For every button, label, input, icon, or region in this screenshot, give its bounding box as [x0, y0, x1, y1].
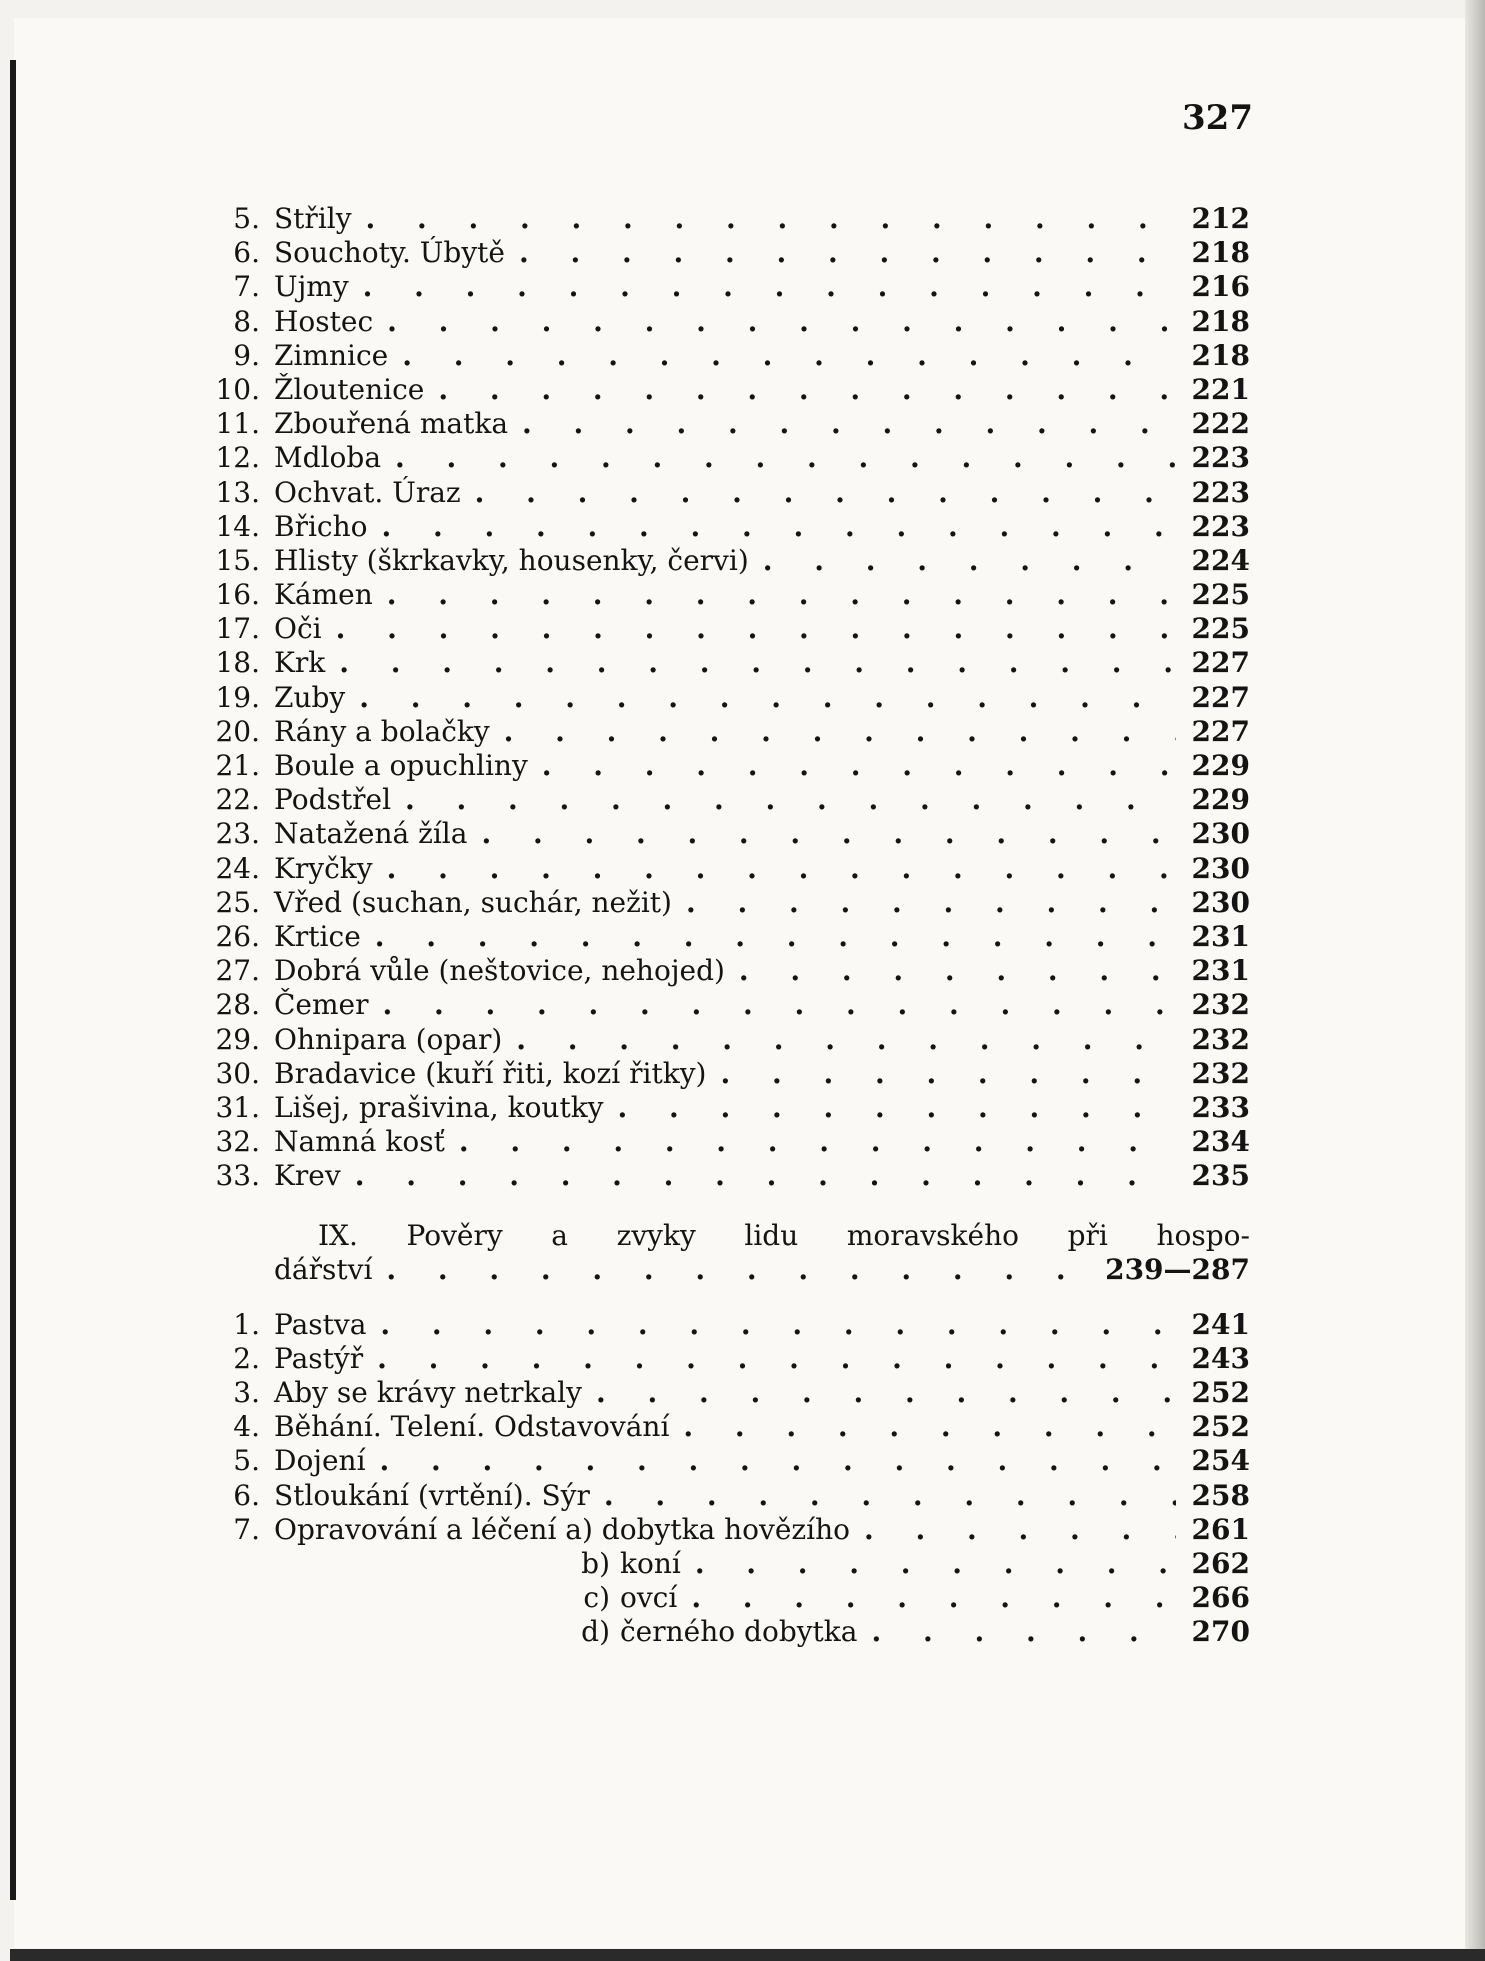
entry-number: 5.	[233, 202, 260, 235]
toc-entry	[200, 270, 1250, 304]
toc-entry	[200, 1410, 1250, 1444]
toc-entry	[200, 578, 1250, 612]
entry-title: Čemer	[274, 988, 369, 1022]
entry-page: 229	[1191, 783, 1250, 817]
toc-entry	[200, 920, 1250, 954]
dot-leader	[596, 1376, 1176, 1410]
entry-number: 28.	[215, 988, 260, 1022]
entry-page: 241	[1191, 1307, 1250, 1341]
entry-title: Zbouřená matka	[274, 407, 509, 441]
entry-title: Rány a bolačky	[274, 714, 490, 748]
entry-title: Stloukání (vrtění). Sýr	[274, 1478, 590, 1512]
page-edge-left	[10, 60, 16, 1900]
toc-entry	[200, 1513, 1250, 1547]
entry-title: Natažená žíla	[274, 817, 468, 851]
toc-entry	[200, 339, 1250, 373]
entry-title: Ohnipara (opar)	[274, 1022, 503, 1056]
toc-entry	[200, 305, 1250, 339]
entry-title: Hlisty (škrkavky, housenky, červi)	[274, 543, 749, 577]
toc-entry	[200, 681, 1250, 715]
entry-number: 9.	[233, 338, 260, 372]
entry-number: 24.	[215, 851, 260, 885]
entry-title: Lišej, prašivina, koutky	[274, 1090, 604, 1124]
dot-leader	[604, 1479, 1176, 1513]
dot-leader	[377, 1342, 1176, 1376]
dot-leader	[359, 681, 1176, 715]
entry-number: 6.	[233, 236, 260, 270]
entry-page: 252	[1191, 1410, 1250, 1444]
toc-entry	[200, 783, 1250, 817]
dot-leader	[542, 749, 1176, 783]
page-number: 327	[1182, 98, 1253, 138]
entry-page: 261	[1191, 1512, 1250, 1546]
dot-leader	[763, 544, 1176, 578]
subentry-letter: d)	[581, 1615, 610, 1649]
entry-title: Souchoty. Úbytě	[274, 236, 505, 270]
entry-title: Dojení	[274, 1444, 366, 1478]
entry-page: 227	[1191, 714, 1250, 748]
dot-leader	[363, 270, 1176, 304]
entry-title: Břicho	[274, 509, 368, 543]
toc-list-chapter-viii	[200, 202, 1250, 1193]
entry-page: 231	[1191, 954, 1250, 988]
entry-page: 258	[1191, 1478, 1250, 1512]
entry-number: 19.	[215, 680, 260, 714]
entry-page: 218	[1191, 338, 1250, 372]
entry-number: 30.	[215, 1056, 260, 1090]
dot-leader	[336, 612, 1176, 646]
section-word: zvyky	[616, 1219, 696, 1253]
subentry-title: ovcí	[620, 1581, 678, 1615]
entry-page: 232	[1191, 1022, 1250, 1056]
entry-number: 8.	[233, 304, 260, 338]
entry-number: 27.	[215, 954, 260, 988]
toc-entry	[200, 988, 1250, 1022]
dot-leader	[405, 783, 1176, 817]
entry-page: 254	[1191, 1444, 1250, 1478]
dot-leader	[683, 1410, 1176, 1444]
toc-entry	[200, 476, 1250, 510]
section-word: při	[1067, 1219, 1108, 1253]
section-word: moravského	[846, 1219, 1019, 1253]
dot-leader	[691, 1581, 1176, 1615]
entry-page: 224	[1191, 543, 1250, 577]
entry-page: 230	[1191, 817, 1250, 851]
dot-leader	[387, 305, 1176, 339]
dot-leader	[402, 339, 1176, 373]
section-word: lidu	[744, 1219, 799, 1253]
entry-page: 229	[1191, 749, 1250, 782]
entry-page: 232	[1191, 988, 1250, 1022]
dot-leader	[380, 1308, 1176, 1342]
toc-entry	[200, 817, 1250, 851]
entry-page: 222	[1191, 407, 1250, 441]
entry-title: Střily	[274, 202, 352, 235]
toc-subentry	[200, 1547, 1250, 1581]
entry-number: 26.	[215, 919, 260, 953]
entry-title: Krk	[274, 646, 326, 680]
entry-number: 10.	[215, 372, 260, 406]
dot-leader	[339, 646, 1176, 680]
entry-title: Vřed (suchan, suchár, nežit)	[274, 885, 672, 919]
table-of-contents	[200, 202, 1250, 1650]
toc-subentry	[200, 1581, 1250, 1615]
dot-leader	[695, 1547, 1176, 1581]
entry-number: 31.	[215, 1090, 260, 1124]
entry-page: 223	[1191, 475, 1250, 509]
entry-number: 6.	[233, 1478, 260, 1512]
dot-leader	[438, 373, 1176, 407]
dot-leader	[382, 510, 1177, 544]
dot-leader	[380, 1444, 1176, 1478]
entry-page: 225	[1191, 578, 1250, 612]
dot-leader	[387, 578, 1176, 612]
dot-leader	[871, 1615, 1176, 1649]
entry-number: 16.	[215, 578, 260, 612]
toc-entry	[200, 886, 1250, 920]
dot-leader	[387, 852, 1176, 886]
subentry-letter: c)	[583, 1581, 610, 1615]
section-title-end: dářství	[274, 1253, 373, 1287]
entry-number: 4.	[233, 1410, 260, 1444]
entry-page: 243	[1191, 1341, 1250, 1375]
entry-page: 232	[1191, 1056, 1250, 1090]
toc-entry	[200, 1159, 1250, 1193]
entry-page: 235	[1191, 1159, 1250, 1193]
dot-leader	[864, 1513, 1176, 1547]
section-roman: IX.	[318, 1219, 358, 1253]
toc-entry	[200, 202, 1250, 236]
entry-title: Pastýř	[274, 1341, 364, 1375]
toc-entry	[200, 954, 1250, 988]
entry-number: 12.	[215, 441, 260, 475]
entry-title: Opravování a léčení a) dobytka hovězího	[274, 1512, 851, 1546]
toc-entry	[200, 441, 1250, 475]
dot-leader	[386, 1253, 1091, 1287]
entry-title: Kámen	[274, 578, 373, 612]
toc-entry	[200, 1023, 1250, 1057]
dot-leader	[475, 476, 1176, 510]
entry-page: 212	[1191, 202, 1250, 235]
toc-entry	[200, 1342, 1250, 1376]
subentry-title: černého dobytka	[620, 1615, 858, 1649]
entry-number: 13.	[215, 475, 260, 509]
subentry-page: 270	[1191, 1615, 1250, 1649]
toc-entry	[200, 646, 1250, 680]
dot-leader	[481, 817, 1176, 851]
toc-entry	[200, 1479, 1250, 1513]
dot-leader	[504, 715, 1176, 749]
entry-title: Aby se krávy netrkaly	[274, 1376, 582, 1409]
dot-leader	[522, 407, 1176, 441]
entry-page: 218	[1191, 236, 1250, 270]
entry-page: 221	[1191, 372, 1250, 406]
dot-leader	[355, 1159, 1176, 1193]
section-word: Pověry	[406, 1219, 503, 1253]
entry-title: Zuby	[274, 680, 346, 714]
entry-page: 227	[1191, 646, 1250, 680]
subentry-title: koní	[620, 1546, 681, 1580]
entry-title: Ujmy	[274, 270, 349, 304]
toc-entry	[200, 510, 1250, 544]
entry-title: Krtice	[274, 919, 361, 953]
entry-page: 223	[1191, 509, 1250, 543]
subentry-page: 262	[1191, 1546, 1250, 1580]
toc-entry	[200, 1376, 1250, 1410]
entry-page: 234	[1191, 1125, 1250, 1159]
dot-leader	[519, 236, 1176, 270]
entry-page: 230	[1191, 851, 1250, 885]
entry-title: Oči	[274, 612, 322, 646]
entry-title: Boule a opuchliny	[274, 749, 528, 782]
section-word: a	[551, 1219, 568, 1253]
dot-leader	[516, 1023, 1176, 1057]
entry-page: 218	[1191, 304, 1250, 338]
entry-title: Podstřel	[274, 783, 392, 817]
section-word: hospo-	[1156, 1219, 1250, 1253]
toc-entry	[200, 715, 1250, 749]
dot-leader	[686, 886, 1176, 920]
toc-entry	[200, 407, 1250, 441]
toc-entry	[200, 749, 1250, 783]
entry-page: 227	[1191, 680, 1250, 714]
entry-title: Ochvat. Úraz	[274, 475, 461, 509]
entry-title: Kryčky	[274, 851, 373, 885]
entry-number: 15.	[215, 543, 260, 577]
page-edge-right	[1465, 0, 1485, 1961]
dot-leader	[720, 1057, 1176, 1091]
entry-number: 23.	[215, 817, 260, 851]
entry-number: 29.	[215, 1022, 260, 1056]
entry-number: 22.	[215, 783, 260, 817]
entry-number: 11.	[215, 407, 260, 441]
entry-number: 17.	[215, 612, 260, 646]
entry-number: 33.	[215, 1159, 260, 1193]
page-edge-bottom	[10, 1949, 1485, 1961]
toc-entry	[200, 1308, 1250, 1342]
entry-title: Krev	[274, 1159, 341, 1193]
toc-entry	[200, 236, 1250, 270]
toc-entry	[200, 852, 1250, 886]
dot-leader	[618, 1091, 1177, 1125]
entry-number: 5.	[233, 1444, 260, 1478]
toc-entry	[200, 1125, 1250, 1159]
entry-number: 25.	[215, 885, 260, 919]
entry-title: Běhání. Telení. Odstavování	[274, 1410, 670, 1444]
entry-title: Mdloba	[274, 441, 382, 475]
entry-title: Namná kosť	[274, 1125, 445, 1159]
entry-number: 7.	[233, 270, 260, 304]
section-heading-line-1	[200, 1219, 1250, 1253]
toc-entry	[200, 1091, 1250, 1125]
dot-leader	[459, 1125, 1176, 1159]
entry-page: 231	[1191, 919, 1250, 953]
entry-number: 21.	[215, 749, 260, 782]
dot-leader	[375, 920, 1176, 954]
entry-page: 233	[1191, 1090, 1250, 1124]
section-heading-ix	[200, 1219, 1250, 1287]
toc-list-chapter-ix	[200, 1308, 1250, 1547]
toc-subentry	[200, 1615, 1250, 1649]
section-heading-line-2	[200, 1253, 1250, 1287]
entry-title: Bradavice (kuří řiti, kozí řitky)	[274, 1056, 707, 1090]
entry-page: 216	[1191, 270, 1250, 304]
entry-page: 230	[1191, 885, 1250, 919]
entry-title: Zimnice	[274, 338, 389, 372]
dot-leader	[395, 441, 1176, 475]
entry-number: 1.	[233, 1307, 260, 1341]
toc-entry	[200, 612, 1250, 646]
dot-leader	[366, 202, 1176, 236]
toc-entry	[200, 373, 1250, 407]
entry-number: 7.	[233, 1512, 260, 1546]
entry-page: 252	[1191, 1376, 1250, 1409]
entry-page: 225	[1191, 612, 1250, 646]
dot-leader	[739, 954, 1176, 988]
entry-number: 32.	[215, 1125, 260, 1159]
entry-title: Dobrá vůle (neštovice, nehojed)	[274, 954, 725, 988]
entry-number: 18.	[215, 646, 260, 680]
entry-page: 223	[1191, 441, 1250, 475]
dot-leader	[383, 988, 1177, 1022]
toc-sublist	[200, 1547, 1250, 1650]
entry-number: 14.	[215, 509, 260, 543]
entry-title: Pastva	[274, 1307, 367, 1341]
toc-entry	[200, 1057, 1250, 1091]
toc-entry	[200, 1444, 1250, 1478]
entry-title: Žloutenice	[274, 372, 425, 406]
subentry-page: 266	[1191, 1581, 1250, 1615]
entry-number: 20.	[215, 714, 260, 748]
entry-title: Hostec	[274, 304, 374, 338]
subentry-letter: b)	[581, 1546, 610, 1580]
entry-number: 3.	[233, 1376, 260, 1409]
entry-number: 2.	[233, 1341, 260, 1375]
toc-entry	[200, 544, 1250, 578]
section-page-range: 239—287	[1105, 1253, 1250, 1287]
